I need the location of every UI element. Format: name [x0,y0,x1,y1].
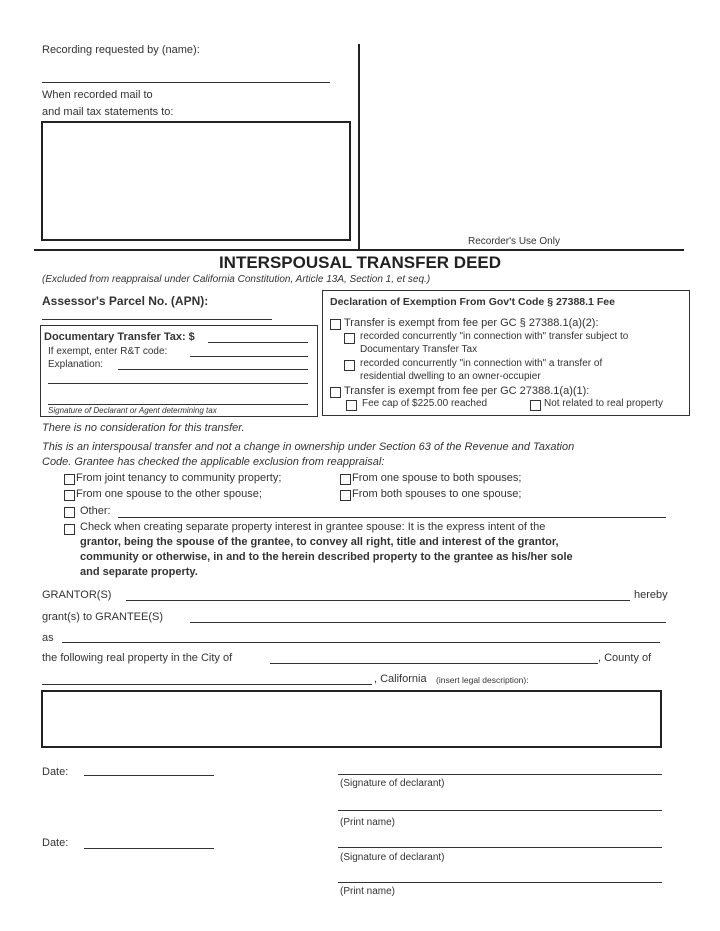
other-checkbox[interactable] [64,507,75,518]
exempt-a1-checkbox[interactable] [330,387,341,398]
fee-cap-checkbox[interactable] [346,400,357,411]
as-field[interactable] [62,642,660,643]
grantor-label: GRANTOR(S) [42,589,112,601]
no-consideration-text: There is no consideration for this transfer. [42,422,245,434]
one-to-both-label: From one spouse to both spouses; [352,472,522,484]
dtt-checkbox[interactable] [344,333,355,344]
print-name-label-2: (Print name) [340,886,396,897]
dtt-label-1: recorded concurrently "in connection with" transfer subject to [360,331,629,342]
joint-tenancy-label: From joint tenancy to community property; [76,472,282,484]
exempt-a1-label: Transfer is exempt from fee per GC 27388.1(a)(1): [344,385,590,397]
exemption-heading: Declaration of Exemption From Gov't Code § 27388.1 Fee [330,296,615,308]
explanation-field-1[interactable] [118,369,308,370]
both-to-one-label: From both spouses to one spouse; [352,488,522,500]
hereby-label: hereby [634,589,668,601]
legal-description-box[interactable] [41,690,662,748]
city-field[interactable] [270,663,598,664]
dtt-label-2: Documentary Transfer Tax [360,344,478,355]
one-to-other-label: From one spouse to the other spouse; [76,488,262,500]
exempt-code-label: If exempt, enter R&T code: [48,346,168,357]
one-to-both-checkbox[interactable] [340,474,351,485]
signature-line-1[interactable] [338,774,662,775]
as-label: as [42,632,54,644]
city-label: the following real property in the City of [42,652,233,664]
grantee-field[interactable] [190,622,666,623]
explanation-label: Explanation: [48,359,104,370]
california-label: , California [374,673,427,685]
print-name-line-1[interactable] [338,810,662,811]
grantee-label: grant(s) to GRANTEE(S) [42,611,164,623]
county-label: , County of [598,652,652,664]
both-to-one-checkbox[interactable] [340,490,351,501]
separate-property-text-3: community or otherwise, in and to the herein described property to the grantee as his/her sole [80,551,573,563]
owner-occupier-label-1: recorded concurrently "in connection with" a transfer of [360,358,603,369]
date-label-1: Date: [42,766,69,778]
date-field-2[interactable] [84,848,214,849]
separate-property-text-1: Check when creating separate property interest in grantee spouse: It is the express intent of the [80,521,546,533]
page-title: INTERSPOUSAL TRANSFER DEED [218,253,502,272]
owner-occupier-label-2: residential dwelling to an owner-occupier [360,371,541,382]
separate-property-text-2: grantor, being the spouse of the grantee, to convey all right, title and interest of the grantor, [80,536,559,548]
header-divider [358,44,360,250]
exempt-code-field[interactable] [190,356,308,357]
grantor-field[interactable] [126,600,630,601]
not-real-property-label: Not related to real property [544,398,663,409]
interspousal-text-1: This is an interspousal transfer and not a change in ownership under Section 63 of the Revenue and Taxation [42,441,575,453]
exempt-a2-checkbox[interactable] [330,319,341,330]
interspousal-text-2: Code. Grantee has checked the applicable exclusion from reappraisal: [42,456,385,468]
joint-tenancy-checkbox[interactable] [64,474,75,485]
page-subtitle: (Excluded from reappraisal under California Constitution, Article 13A, Section 1, et seq.) [42,274,431,285]
requested-by-line[interactable] [42,82,330,83]
other-label: Other: [80,505,111,517]
explanation-field-2[interactable] [48,383,308,384]
header-rule [34,249,684,251]
exempt-a2-label: Transfer is exempt from fee per GC § 27388.1(a)(2): [344,317,599,329]
mail-tax-label: and mail tax statements to: [42,106,174,118]
owner-occupier-checkbox[interactable] [344,360,355,371]
legal-description-label: (insert legal description): [436,675,529,685]
fee-cap-label: Fee cap of $225.00 reached [362,398,488,409]
one-to-other-checkbox[interactable] [64,490,75,501]
mail-to-label: When recorded mail to [42,89,153,101]
not-real-property-checkbox[interactable] [530,400,541,411]
date-label-2: Date: [42,837,69,849]
separate-property-checkbox[interactable] [64,524,75,535]
signature-label-1: (Signature of declarant) [340,778,445,789]
mail-address-box[interactable] [41,121,351,241]
recorders-use-label: Recorder's Use Only [468,236,560,247]
apn-field[interactable] [42,319,272,320]
transfer-tax-label: Documentary Transfer Tax: $ [44,331,195,343]
signature-line-2[interactable] [338,847,662,848]
recording-requested-label: Recording requested by (name): [42,44,200,56]
declarant-signature-label: Signature of Declarant or Agent determining tax [48,406,217,415]
apn-label: Assessor's Parcel No. (APN): [42,294,209,308]
signature-label-2: (Signature of declarant) [340,852,445,863]
county-field[interactable] [42,684,372,685]
transfer-tax-amount-field[interactable] [208,342,308,343]
date-field-1[interactable] [84,775,214,776]
separate-property-text-4: and separate property. [80,566,198,578]
print-name-line-2[interactable] [338,882,662,883]
print-name-label-1: (Print name) [340,817,396,828]
declarant-signature-line[interactable] [48,404,308,405]
other-field[interactable] [118,517,666,518]
